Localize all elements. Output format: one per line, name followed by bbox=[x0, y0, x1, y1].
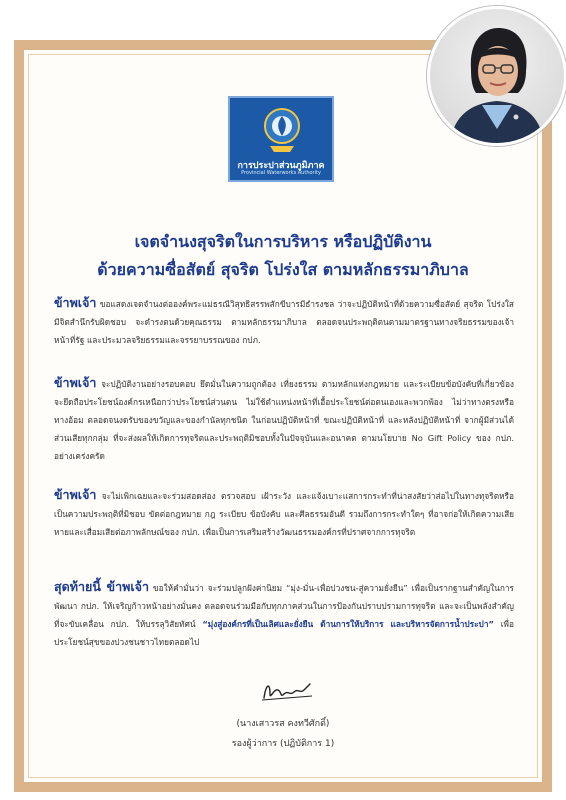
paragraph-4 bbox=[54, 578, 514, 651]
pwa-emblem-icon bbox=[262, 106, 302, 152]
portrait-drawing bbox=[430, 9, 564, 143]
executive-portrait bbox=[427, 6, 566, 146]
paragraph-2-lead: ข้าพเจ้า bbox=[54, 375, 97, 390]
paragraph-3 bbox=[54, 486, 514, 541]
document-title-line1: เจตจำนงสุจริตในการบริหาร หรือปฏิบัติงาน bbox=[134, 232, 432, 251]
signer-position: รองผู้ว่าการ (ปฏิบัติการ 1) bbox=[231, 739, 335, 749]
signer-name: (นางเสาวรส คงทวีศักดิ์) bbox=[236, 719, 330, 729]
logo-english-name: Provincial Waterworks Authority bbox=[241, 170, 321, 176]
vision-highlight: “มุ่งสู่องค์กรที่เป็นเลิศและยั่งยืน ด้านการให้บริการ และบริหารจัดการน้ำประปา” bbox=[202, 619, 494, 629]
paragraph-1-text: ขอแสดงเจตจำนงต่อองค์พระแม่ธรณีวิสุทธิสรรพสักขีบารมีธำรงชล ว่าจะปฏิบัติหน้าที่ด้วยความซื่อสัตย์ สุจริต โปร่งใส มีจิตสำนึกรับผิดชอบ จะดำรงตนด้วยคุณธรรม ตามหลักธรรมาภิบาล ตลอดจนประพฤติตนตามมาตรฐานทางจริยธรรมของเจ้าหน้าที่รัฐ และประมวลจริยธรรมและจรรยาบรรณของ กปภ. bbox=[54, 299, 514, 345]
paragraph-1-lead: ข้าพเจ้า bbox=[54, 295, 97, 310]
document-title-line2: ด้วยความซื่อสัตย์ สุจริต โปร่งใส ตามหลักธรรมาภิบาล bbox=[97, 260, 469, 279]
paragraph-3-text: จะไม่เพิกเฉยและจะร่วมสอดส่อง ตรวจสอบ เฝ้าระวัง และแจ้งเบาะแสการกระทำที่น่าสงสัยว่าส่อไปในทางทุจริตหรือเป็นความประพฤติที่มิชอบ ขัดต่อกฎหมาย กฎ ระเบียบ ข้อบังคับ และศีลธรรมอันดี รวมถึงการกระทำใดๆ ที่อาจก่อให้เกิดความเสียหายและเสื่อมเสียต่อภาพลักษณ์ของ กปภ. เพื่อเป็นการเสริมสร้างวัฒนธรรมองค์กรที่ปราศจากการทุจริต bbox=[54, 491, 514, 537]
pwa-logo bbox=[228, 96, 334, 182]
paragraph-2 bbox=[54, 374, 514, 465]
paragraph-3-lead: ข้าพเจ้า bbox=[54, 487, 97, 502]
paragraph-2-text: จะปฏิบัติงานอย่างรอบคอบ ยึดมั่นในความถูกต้อง เที่ยงธรรม ตามหลักแห่งกฎหมาย และระเบียบข้อบังคับที่เกี่ยวข้อง จะยึดถือประโยชน์องค์กรเหนือกว่าประโยชน์ส่วนตน ไม่ใช้ตำแหน่งหน้าที่เอื้อประโยชน์ต่อตนเองและพวกพ้อง ไม่ว่าทางตรงหรือทางอ้อม ตลอดจนงดรับของขวัญและของกำนัลทุกชนิด ในก่อนปฏิบัติหน้าที่ ขณะปฏิบัติหน้าที่ และหลังปฏิบัติหน้าที่ จากผู้มีส่วนได้ส่วนเสียทุกกลุ่ม ที่จะส่งผลให้เกิดการทุจริตและประพฤติมิชอบทั้งในปัจจุบันและอนาคต ตามนโยบาย No Gift Policy ของ กปภ. อย่างเคร่งครัด bbox=[54, 379, 514, 461]
paragraph-4-text-before: ขอให้คำมั่นว่า จะร่วมปลูกฝังค่านิยม “มุ่ง-มั่น-เพื่อปวงชน-สู่ความยั่งยืน” เพื่อเป็นรากฐานสำคัญในการพัฒนา กปภ. ให้เจริญก้าวหน้าอย่างมั่นคง ตลอดจนร่วมมือกับทุกภาคส่วนในการป้องกันปราบปรามการทุจริต และจะเป็นพลังสำคัญที่จะขับเคลื่อน กปภ. ให้บรรลุวิสัยทัศน์ bbox=[54, 583, 514, 629]
logo-thai-name: การประปาส่วนภูมิภาค bbox=[237, 161, 325, 171]
paragraph-4-text-after: เพื่อประโยชน์สุขของปวงชนชาวไทยตลอดไป bbox=[54, 619, 514, 647]
paragraph-1 bbox=[54, 294, 514, 349]
paragraph-4-lead: สุดท้ายนี้ ข้าพเจ้า bbox=[54, 579, 149, 594]
handwritten-signature bbox=[258, 676, 318, 706]
